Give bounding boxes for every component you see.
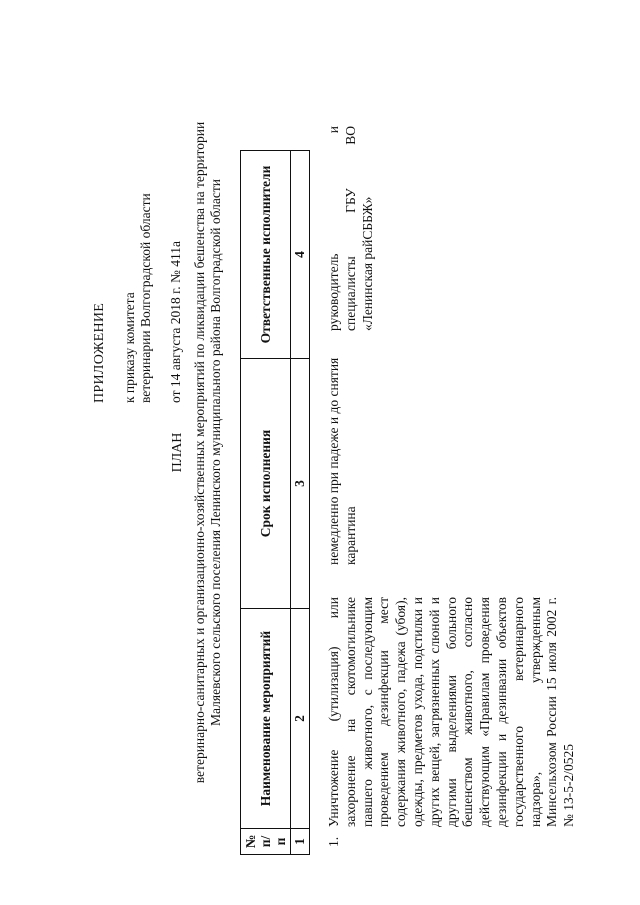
executors-word: специалисты bbox=[342, 256, 358, 331]
plan-title: ПЛАН bbox=[170, 432, 185, 473]
header-term: Срок исполнения bbox=[241, 359, 291, 609]
executors-word: и bbox=[326, 126, 341, 134]
row-activity-text: Уничтожение (утилизация) или захоронение на скотомогильнике павшего животного, с последующим проведением дезинфекции мест содержания животного, падежа (убоя), одежды, предметов ухода, подстилки и других вещей, загрязненных слюной и другими выделениями больного бешенством животного, согласно действующим «Правилам проведения дезинфекции и дезинвазии объектов государственного ветеринарного надзора», утвержденным Минсельхозом России 15 июля 2002 г. № 13-5-2/0525 bbox=[326, 597, 577, 827]
header-number: № п/п bbox=[241, 829, 291, 855]
column-number: 3 bbox=[291, 359, 310, 609]
executors-line bbox=[326, 126, 343, 331]
appendix-date: от 14 августа 2018 г. № 411а bbox=[168, 241, 183, 403]
table-header-row bbox=[241, 151, 291, 855]
plan-table bbox=[240, 150, 310, 855]
column-number: 1 bbox=[291, 829, 310, 855]
appendix-line: ветеринарии Волгоградской области bbox=[138, 193, 153, 403]
executors-word: ВО bbox=[342, 126, 358, 145]
column-number: 2 bbox=[291, 609, 310, 829]
row-term-text: немедленно при падеже и до снятия карантина bbox=[326, 357, 358, 565]
executors-line: «Ленинская райСББЖ» bbox=[359, 196, 375, 331]
plan-subtitle-line: Маляевского сельского поселения Ленинского муниципального района Волгоградской области bbox=[208, 179, 223, 726]
table-column-numbers-row bbox=[291, 151, 310, 855]
executors-word: руководитель bbox=[326, 253, 341, 331]
column-number: 4 bbox=[291, 151, 310, 359]
executors-line bbox=[343, 126, 360, 331]
header-executors: Ответственные исполнители bbox=[241, 151, 291, 359]
row-executors bbox=[326, 126, 376, 331]
row-number: 1. bbox=[326, 836, 341, 847]
appendix-title: ПРИЛОЖЕНИЕ bbox=[92, 302, 107, 403]
executors-word: ГБУ bbox=[342, 188, 358, 213]
plan-subtitle-line: ветеринарно-санитарных и организационно-хозяйственных мероприятий по ликвидации бешенства на территории bbox=[192, 121, 207, 784]
table-row bbox=[326, 126, 626, 855]
header-activities: Наименование мероприятий bbox=[241, 609, 291, 829]
appendix-line: к приказу комитета bbox=[122, 292, 137, 403]
